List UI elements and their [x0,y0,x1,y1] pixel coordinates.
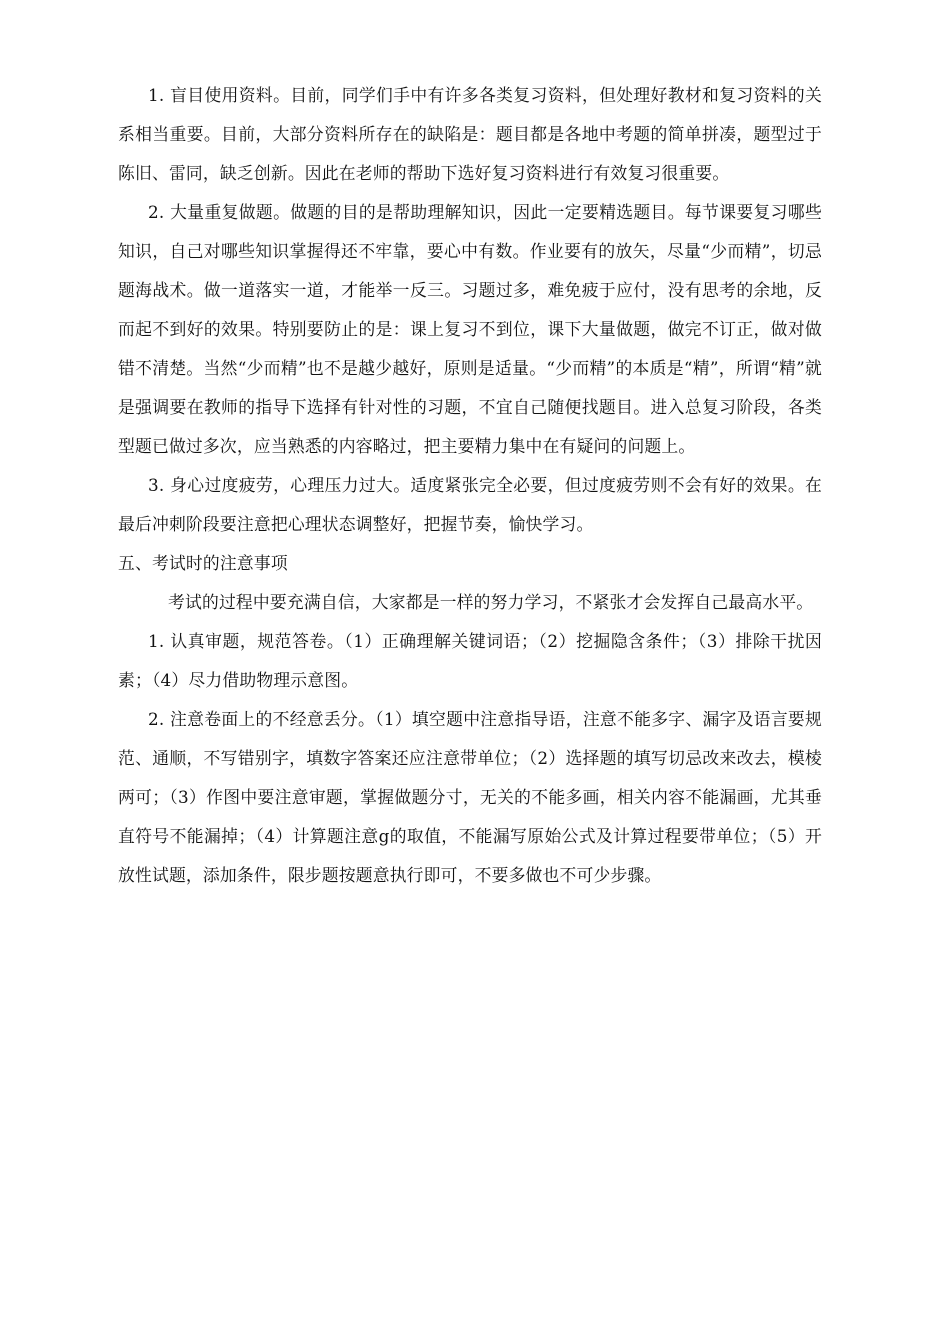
exam-tip-2: 2. 注意卷面上的不经意丢分。（1）填空题中注意指导语，注意不能多字、漏字及语言要规范、通顺，不写错别字，填数字答案还应注意带单位；（2）选择题的填写切忌改来改去，模棱两可；（3）作图中要注意审题，掌握做题分寸，无关的不能多画，相关内容不能漏画，尤其垂直符号不能漏掉；（4）计算题注意g的取值，不能漏写原始公式及计算过程要带单位；（5）开放性试题，添加条件，限步题按题意执行即可，不要多做也不可少步骤。 [118,709,822,885]
paragraph-item-2: 2. 大量重复做题。做题的目的是帮助理解知识，因此一定要精选题目。每节课要复习哪些知识，自己对哪些知识掌握得还不牢靠，要心中有数。作业要有的放矢，尽量“少而精”，切忌题海战术。做一道落实一道，才能举一反三。习题过多，难免疲于应付，没有思考的余地，反而起不到好的效果。特别要防止的是：课上复习不到位，课下大量做题，做完不订正，做对做错不清楚。当然“少而精”也不是越少越好，原则是适量。“少而精”的本质是“精”，所谓“精”就是强调要在教师的指导下选择有针对性的习题，不宜自己随便找题目。进入总复习阶段，各类型题已做过多次，应当熟悉的内容略过，把主要精力集中在有疑问的问题上。 [118,202,822,456]
exam-tip-1: 1. 认真审题，规范答卷。（1）正确理解关键词语；（2）挖掘隐含条件；（3）排除干扰因素；（4）尽力借助物理示意图。 [118,631,822,690]
paragraph-item-1: 1. 盲目使用资料。目前，同学们手中有许多各类复习资料，但处理好教材和复习资料的关系相当重要。目前，大部分资料所存在的缺陷是：题目都是各地中考题的简单拼凑，题型过于陈旧、雷同，缺乏创新。因此在老师的帮助下选好复习资料进行有效复习很重要。 [118,85,822,183]
section-heading: 五、考试时的注意事项 [118,553,288,573]
document-body [118,76,822,895]
paragraph-item-3: 3. 身心过度疲劳，心理压力过大。适度紧张完全必要，但过度疲劳则不会有好的效果。在最后冲刺阶段要注意把心理状态调整好，把握节奏，愉快学习。 [118,475,822,534]
section-intro: 考试的过程中要充满自信，大家都是一样的努力学习，不紧张才会发挥自己最高水平。 [168,592,814,612]
